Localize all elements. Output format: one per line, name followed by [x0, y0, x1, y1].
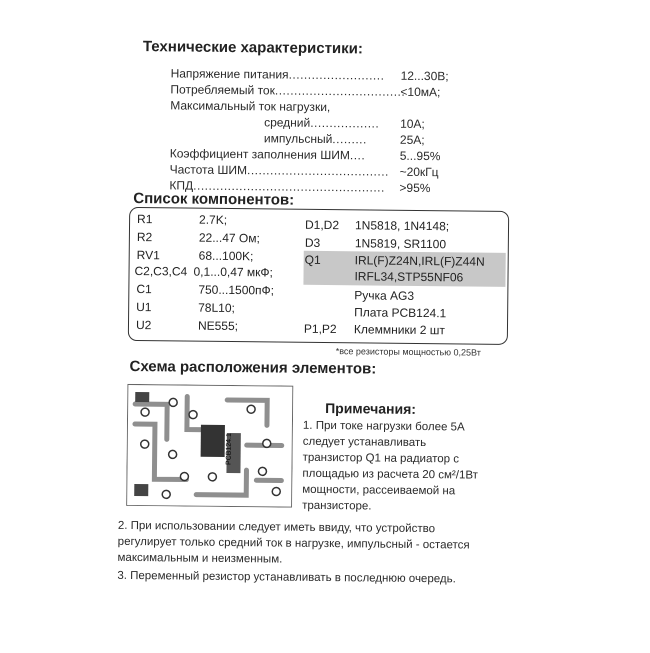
- component-ref: D1,D2: [304, 217, 340, 233]
- note-line: транзистор Q1 на радиатор с: [302, 451, 460, 466]
- component-value: 68...100K;: [198, 248, 254, 264]
- component-ref: P1,P2: [303, 321, 337, 337]
- component-ref: D3: [304, 235, 321, 250]
- note-line: транзисторе.: [302, 499, 372, 513]
- note-line: площадью из расчета 20 см²/1Вт: [302, 467, 478, 482]
- spec-value: 10А;: [400, 116, 425, 132]
- component-ref: R2: [136, 230, 153, 245]
- spec-value: <10мА;: [400, 84, 441, 100]
- component-value: 0,1...0,47 мкФ;: [193, 264, 273, 280]
- spec-value: >95%: [399, 180, 431, 196]
- layout-title: Схема расположения элементов:: [129, 357, 377, 378]
- component-ref: C1: [136, 282, 152, 297]
- spec-label: Частота ШИМ.....................................: [169, 162, 389, 179]
- component-value: IRFL34,STP55NF06: [354, 269, 464, 285]
- note-line: 2. При использовании следует иметь ввиду, что устройство: [117, 519, 436, 536]
- note-line: следует устанавливать: [302, 435, 427, 450]
- component-value: Клеммники 2 шт: [353, 322, 445, 338]
- spec-label: КПД..................................................: [169, 178, 385, 195]
- component-value: 1N5818, 1N4148;: [354, 218, 450, 234]
- component-value: 2.7K;: [199, 212, 228, 227]
- component-ref: U2: [135, 318, 152, 333]
- component-value: Ручка AG3: [354, 288, 415, 303]
- component-value: 78L10;: [198, 300, 235, 316]
- note-line: 3. Переменный резистор устанавливать в последнюю очередь.: [117, 569, 456, 586]
- component-value: 750...1500пФ;: [198, 282, 275, 298]
- spec-value: ~20кГц: [399, 164, 439, 180]
- component-value: Плата PCB124.1: [354, 305, 447, 321]
- component-value: NE555;: [197, 318, 239, 334]
- spec-value: 5...95%: [399, 148, 441, 164]
- note-line: максимальным и неизменным.: [117, 551, 283, 566]
- pcb-layout-image: [126, 384, 293, 508]
- spec-label: средний..................: [264, 115, 380, 131]
- spec-label: Коэффициент заполнения ШИМ....: [169, 146, 366, 163]
- component-ref: R1: [137, 212, 153, 227]
- resistor-footnote: *все резисторы мощностью 0,25Вт: [335, 346, 481, 358]
- component-value: 1N5819, SR1100: [354, 236, 447, 252]
- pcb-label: PCB124.1: [225, 433, 233, 466]
- component-ref: RV1: [136, 248, 160, 263]
- component-value: IRL(F)Z24N,IRL(F)Z44N: [354, 253, 485, 269]
- specs-title: Технические характеристики:: [142, 38, 364, 58]
- spec-label: Напряжение питания.........................: [170, 66, 385, 83]
- note-line: мощности, рассеиваемой на: [302, 483, 456, 498]
- notes-title: Примечания:: [325, 400, 417, 417]
- component-value: 22...47 Ом;: [198, 230, 260, 246]
- component-ref: Q1: [304, 252, 321, 267]
- spec-label: Потребляемый ток..................................: [170, 82, 406, 99]
- spec-value: 25А;: [399, 132, 425, 148]
- spec-value: 12...30В;: [400, 68, 449, 84]
- component-ref: C2,C3,C4: [134, 264, 188, 279]
- component-ref: U1: [136, 300, 152, 315]
- spec-label: Максимальный ток нагрузки,: [170, 98, 331, 115]
- spec-label: импульсный.........: [263, 131, 367, 147]
- components-title: Список компонентов:: [133, 189, 295, 209]
- note-line: регулирует только средний ток в нагрузке, импульсный - остается: [117, 535, 470, 552]
- note-line: 1. При токе нагрузки более 5А: [302, 419, 465, 434]
